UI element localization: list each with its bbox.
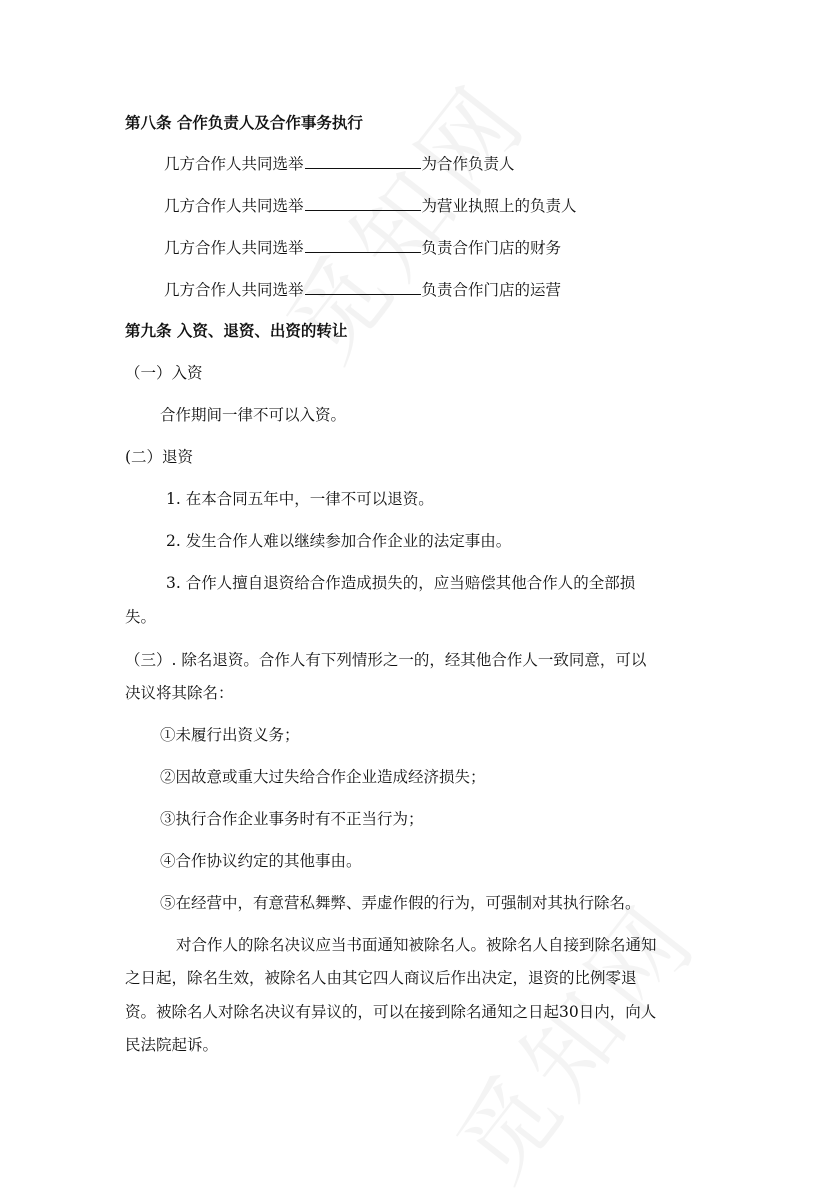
condition-item: ③执行合作企业事务时有不正当行为； <box>160 810 424 828</box>
watermark <box>420 869 724 1204</box>
closing-paragraph-line: 资。被除名人对除名决议有异议的，可以在接到除名通知之日起30日内，向人 <box>125 1003 657 1021</box>
fill-in-blank[interactable] <box>305 154 421 169</box>
row-prefix: 几方合作人共同选举 <box>164 197 304 215</box>
fill-in-blank[interactable] <box>305 238 421 253</box>
article-8-heading: 第八条 合作负责人及合作事务执行 <box>125 113 363 132</box>
closing-paragraph-line: 对合作人的除名决议应当书面通知被除名人。被除名人自接到除名通知 <box>176 936 657 954</box>
article-9-heading: 第九条 入资、退资、出资的转让 <box>125 321 348 340</box>
section-1-heading: （一）入资 <box>125 364 203 382</box>
responsibility-row <box>164 238 561 258</box>
closing-paragraph-line: 之日起，除名生效，被除名人由其它四人商议后作出决定，退资的比例零退 <box>125 969 637 987</box>
section-1-text: 合作期间一律不可以入资。 <box>160 406 347 424</box>
section-2-item-continuation: 失。 <box>125 608 157 626</box>
condition-item: ①未履行出资义务； <box>160 726 300 744</box>
row-suffix: 负责合作门店的财务 <box>421 239 562 257</box>
condition-item: ④合作协议约定的其他事由。 <box>160 852 362 870</box>
row-suffix: 为合作负责人 <box>421 155 515 173</box>
row-prefix: 几方合作人共同选举 <box>164 155 304 173</box>
responsibility-row <box>164 154 515 174</box>
row-suffix: 为营业执照上的负责人 <box>421 197 577 215</box>
responsibility-row <box>164 280 561 300</box>
condition-item: ⑤在经营中，有意营私舞弊、弄虚作假的行为，可强制对其执行除名。 <box>160 894 641 912</box>
section-2-item: 1. 在本合同五年中，一律不可以退资。 <box>166 490 434 508</box>
fill-in-blank[interactable] <box>305 280 421 295</box>
condition-item: ②因故意或重大过失给合作企业造成经济损失； <box>160 768 486 786</box>
section-3-text: （三）. 除名退资。合作人有下列情形之一的，经其他合作人一致同意，可以 <box>125 651 647 669</box>
section-2-item: 3. 合作人擅自退资给合作造成损失的，应当赔偿其他合作人的全部损 <box>166 574 636 592</box>
fill-in-blank[interactable] <box>305 196 421 211</box>
responsibility-row <box>164 196 577 216</box>
section-2-item: 2. 发生合作人难以继续参加合作企业的法定事由。 <box>166 532 512 550</box>
row-prefix: 几方合作人共同选举 <box>164 281 304 299</box>
section-2-heading: (二）退资 <box>125 448 194 466</box>
row-prefix: 几方合作人共同选举 <box>164 239 304 257</box>
closing-paragraph-line: 民法院起诉。 <box>125 1036 219 1054</box>
section-3-text: 决议将其除名： <box>125 684 234 702</box>
row-suffix: 负责合作门店的运营 <box>421 281 562 299</box>
